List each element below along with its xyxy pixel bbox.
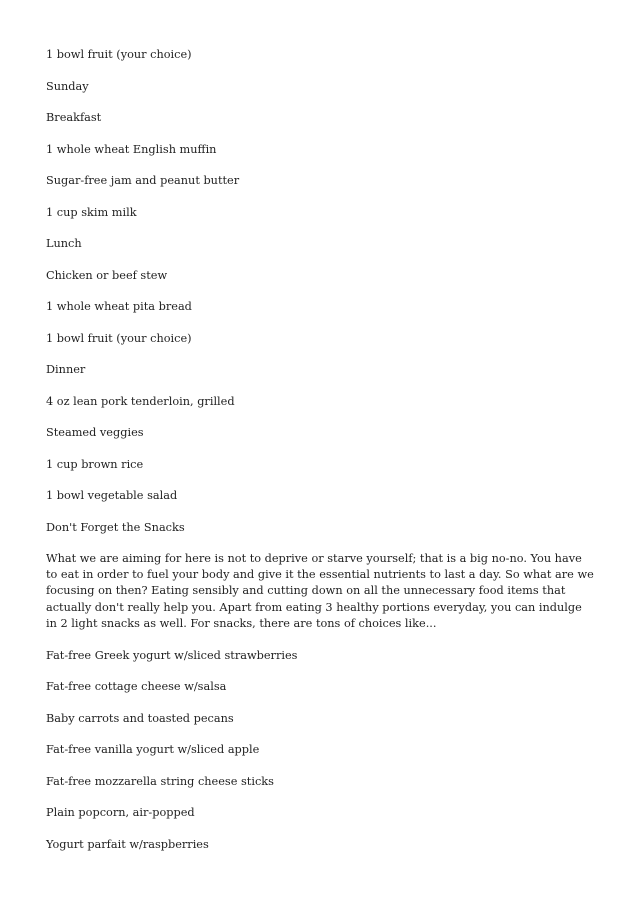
snack-item: Fat-free vanilla yogurt w/sliced apple xyxy=(46,743,260,757)
day-heading: Sunday xyxy=(46,79,89,93)
text-line: Steamed veggies xyxy=(46,426,144,439)
text-line: 1 bowl vegetable salad xyxy=(46,489,178,502)
text-line: 4 oz lean pork tenderloin, grilled xyxy=(46,394,235,408)
text-line: 1 cup brown rice xyxy=(46,457,144,471)
meal-heading: Breakfast xyxy=(46,111,102,124)
meal-heading: Lunch xyxy=(46,237,82,250)
text-line: 1 whole wheat pita bread xyxy=(46,300,192,313)
body-paragraph: What we are aiming for here is not to deprive or starve yourself; that is a big no-no. You have to eat in order to fuel your body and give it the essential nutrients to last a day. So what are we focusing on then? Eating sensibly and cutting down on all the unnecessary food items that actually don't really help you. Apart from eating 3 healthy portions everyday, you can indulge in 2 light snacks as well. For snacks, there are tons of choices like... xyxy=(46,552,594,630)
document-page xyxy=(46,47,594,868)
meal-heading: Dinner xyxy=(46,363,86,376)
section-heading: Don't Forget the Snacks xyxy=(46,520,185,534)
text-line: Chicken or beef stew xyxy=(46,268,168,282)
text-line: 1 cup skim milk xyxy=(46,205,137,219)
text-line: 1 whole wheat English muffin xyxy=(46,142,217,156)
snack-item: Fat-free mozzarella string cheese sticks xyxy=(46,774,274,788)
snack-item: Baby carrots and toasted pecans xyxy=(46,711,234,725)
snack-item: Fat-free cottage cheese w/salsa xyxy=(46,680,227,694)
snack-item: Plain popcorn, air-popped xyxy=(46,806,195,820)
text-line: 1 bowl fruit (your choice) xyxy=(46,48,192,61)
snack-item: Yogurt parfait w/raspberries xyxy=(46,837,209,851)
text-line: 1 bowl fruit (your choice) xyxy=(46,331,192,345)
text-line: Sugar-free jam and peanut butter xyxy=(46,174,240,187)
snack-item: Fat-free Greek yogurt w/sliced strawberries xyxy=(46,648,298,662)
